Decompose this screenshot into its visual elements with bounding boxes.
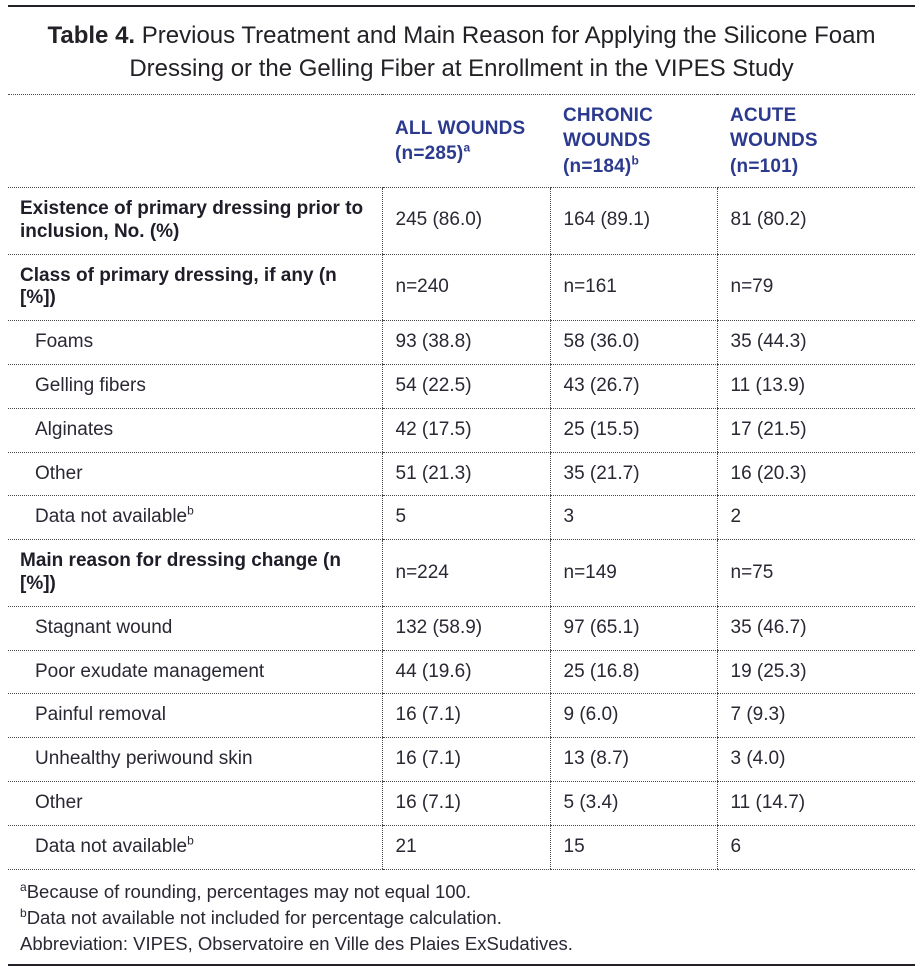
table-body — [8, 188, 915, 870]
row-label: Unhealthy periwound skin — [8, 738, 382, 782]
cell-value: 3 (4.0) — [717, 738, 915, 782]
row-label: Class of primary dressing, if any (n [%]) — [8, 254, 382, 321]
cell-value: 11 (13.9) — [717, 365, 915, 409]
table-row — [8, 694, 915, 738]
table-row — [8, 188, 915, 255]
empty-header-cell — [8, 95, 382, 188]
column-header-acute-wounds: ACUTE WOUNDS (n=101) — [717, 95, 915, 188]
table-row — [8, 365, 915, 409]
table-title-text: Previous Treatment and Main Reason for Applying the Silicone Foam Dressing or the Gelling Fiber at Enrollment in the VIPES Study — [129, 22, 876, 83]
row-label: Alginates — [8, 408, 382, 452]
table-header — [8, 95, 915, 188]
data-table — [8, 94, 915, 869]
row-label: Stagnant wound — [8, 606, 382, 650]
column-header-chronic-wounds: CHRONIC WOUNDS (n=184)$^b$ — [550, 95, 717, 188]
table-row — [8, 321, 915, 365]
cell-value: 97 (65.1) — [550, 606, 717, 650]
cell-value: 245 (86.0) — [382, 188, 550, 255]
cell-value: 58 (36.0) — [550, 321, 717, 365]
cell-value: 35 (46.7) — [717, 606, 915, 650]
cell-value: 15 — [550, 825, 717, 869]
cell-value: 5 — [382, 496, 550, 540]
cell-value: 3 — [550, 496, 717, 540]
cell-value: 81 (80.2) — [717, 188, 915, 255]
table-row — [8, 781, 915, 825]
cell-value: n=224 — [382, 540, 550, 607]
cell-value: 17 (21.5) — [717, 408, 915, 452]
header-row — [8, 95, 915, 188]
table-row — [8, 606, 915, 650]
table-row — [8, 452, 915, 496]
table-row — [8, 825, 915, 869]
row-label: Data not available$^b$ — [8, 825, 382, 869]
footnote-b: $^b$Data not available not included for percentage calculation. — [20, 905, 502, 928]
table-figure-page — [0, 5, 923, 955]
footnotes — [8, 870, 915, 965]
cell-value: 5 (3.4) — [550, 781, 717, 825]
cell-value: 16 (7.1) — [382, 694, 550, 738]
cell-value: 6 — [717, 825, 915, 869]
cell-value: 42 (17.5) — [382, 408, 550, 452]
cell-value: 21 — [382, 825, 550, 869]
cell-value: 13 (8.7) — [550, 738, 717, 782]
cell-value: 35 (44.3) — [717, 321, 915, 365]
cell-value: 25 (15.5) — [550, 408, 717, 452]
table-row — [8, 650, 915, 694]
row-label: Main reason for dressing change (n [%]) — [8, 540, 382, 607]
table-row — [8, 540, 915, 607]
row-label: Poor exudate management — [8, 650, 382, 694]
row-label: Painful removal — [8, 694, 382, 738]
row-label: Other — [8, 452, 382, 496]
cell-value: 164 (89.1) — [550, 188, 717, 255]
table-title — [8, 7, 915, 94]
table-row — [8, 496, 915, 540]
cell-value: 7 (9.3) — [717, 694, 915, 738]
cell-value: n=75 — [717, 540, 915, 607]
table-number-label: Table 4. — [47, 22, 136, 49]
footnote-abbreviation: Abbreviation: VIPES, Observatoire en Ville des Plaies ExSudatives. — [20, 933, 573, 955]
cell-value: n=79 — [717, 254, 915, 321]
footnote-a: $^a$Because of rounding, percentages may not equal 100. — [20, 879, 471, 902]
cell-value: n=161 — [550, 254, 717, 321]
cell-value: 9 (6.0) — [550, 694, 717, 738]
table-row — [8, 738, 915, 782]
cell-value: 93 (38.8) — [382, 321, 550, 365]
cell-value: 25 (16.8) — [550, 650, 717, 694]
cell-value: 19 (25.3) — [717, 650, 915, 694]
row-label: Data not available$^b$ — [8, 496, 382, 540]
cell-value: 2 — [717, 496, 915, 540]
cell-value: 16 (7.1) — [382, 738, 550, 782]
row-label: Existence of primary dressing prior to inclusion, No. (%) — [8, 188, 382, 255]
table-row — [8, 408, 915, 452]
cell-value: 132 (58.9) — [382, 606, 550, 650]
cell-value: n=240 — [382, 254, 550, 321]
column-header-all-wounds: ALL WOUNDS (n=285)$^a$ — [382, 95, 550, 188]
cell-value: 54 (22.5) — [382, 365, 550, 409]
row-label: Foams — [8, 321, 382, 365]
row-label: Other — [8, 781, 382, 825]
cell-value: 43 (26.7) — [550, 365, 717, 409]
cell-value: 51 (21.3) — [382, 452, 550, 496]
cell-value: 35 (21.7) — [550, 452, 717, 496]
cell-value: 11 (14.7) — [717, 781, 915, 825]
cell-value: 44 (19.6) — [382, 650, 550, 694]
cell-value: 16 (7.1) — [382, 781, 550, 825]
table-row — [8, 254, 915, 321]
cell-value: 16 (20.3) — [717, 452, 915, 496]
row-label: Gelling fibers — [8, 365, 382, 409]
cell-value: n=149 — [550, 540, 717, 607]
